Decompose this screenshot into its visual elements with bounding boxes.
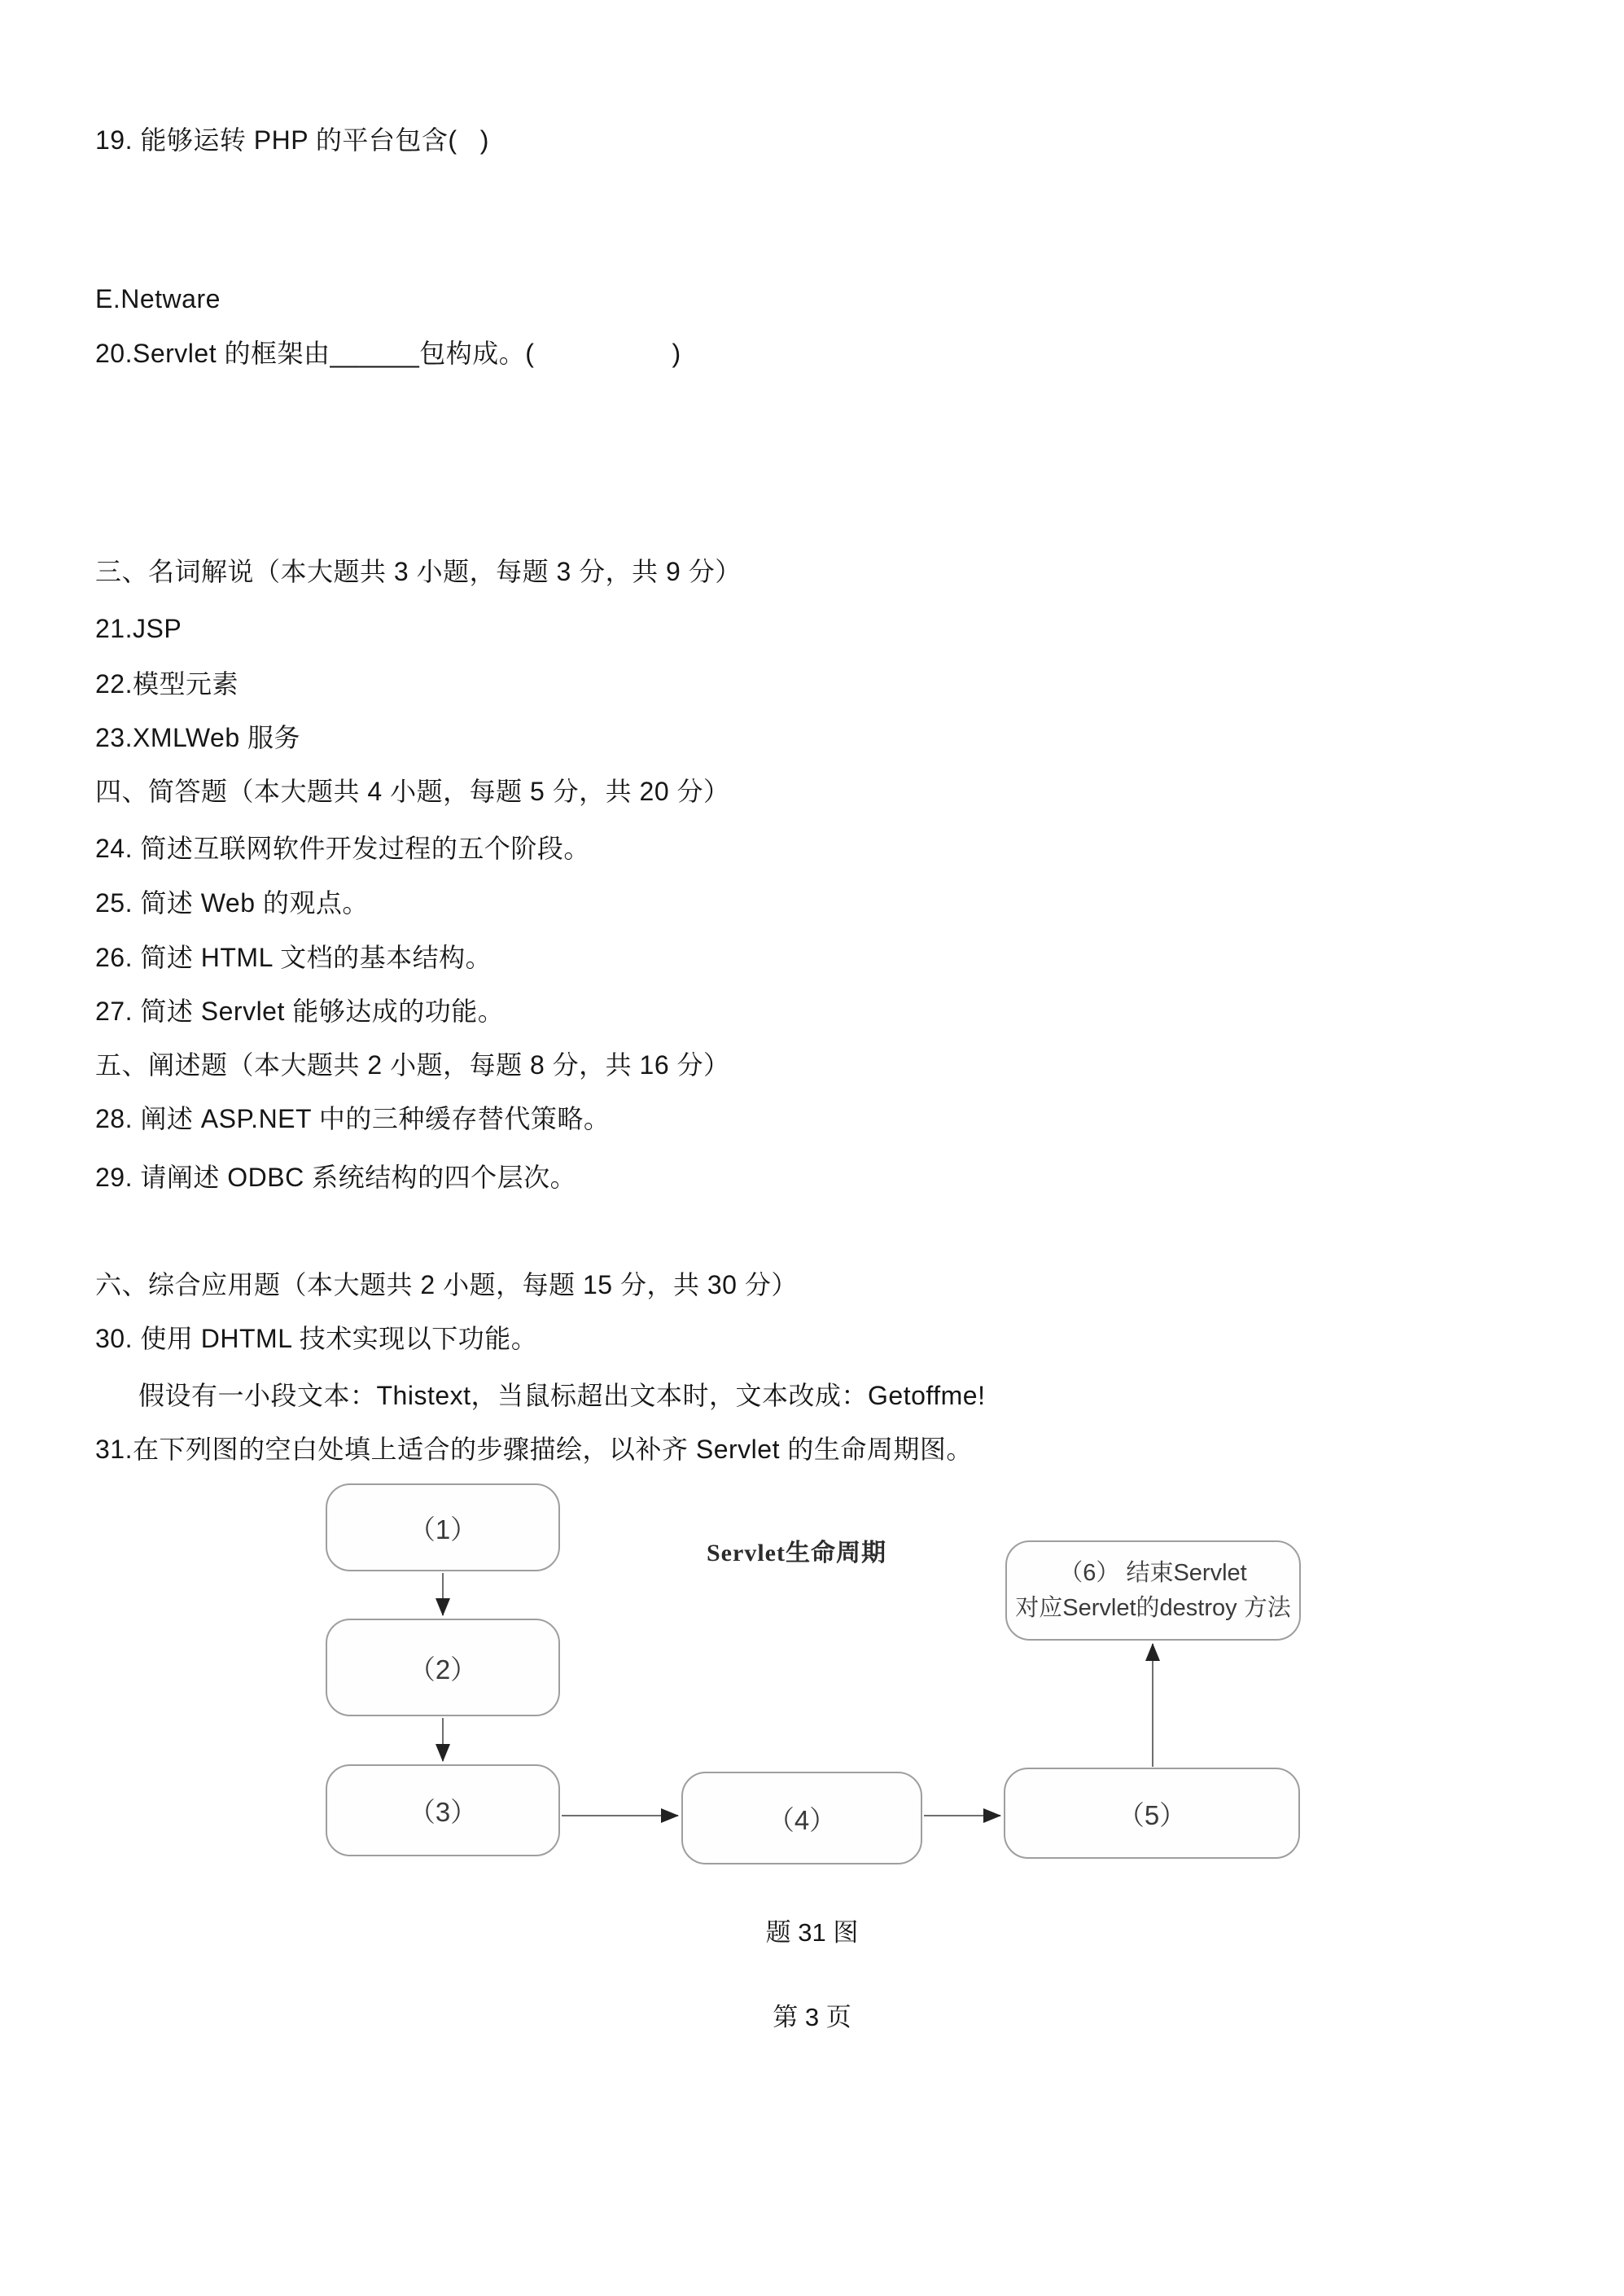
question-26: 26. 简述 HTML 文档的基本结构。: [95, 943, 492, 972]
flowchart-title: Servlet生命周期: [707, 1540, 886, 1566]
question-30: 30. 使用 DHTML 技术实现以下功能。: [95, 1324, 538, 1353]
flow-box-2-label: （2）: [408, 1654, 478, 1685]
flow-box-2: [326, 1619, 560, 1716]
option-e-netware: E.Netware: [95, 284, 221, 313]
page-number: 第 3 页: [773, 2003, 851, 2031]
question-23: 23.XMLWeb 服务: [95, 723, 301, 752]
flow-box-3-label: （3）: [408, 1797, 478, 1827]
question-25: 25. 简述 Web 的观点。: [95, 888, 369, 918]
question-21: 21.JSP: [95, 614, 182, 643]
section-heading-5: 五、阐述题（本大题共 2 小题，每题 8 分，共 16 分）: [95, 1050, 730, 1080]
flow-box-6-label-line1: （6） 结束Servlet: [1059, 1559, 1247, 1586]
question-31: 31.在下列图的空白处填上适合的步骤描绘，以补齐 Servlet 的生命周期图。: [95, 1435, 973, 1464]
section-heading-3: 三、名词解说（本大题共 3 小题，每题 3 分，共 9 分）: [95, 557, 742, 586]
question-29: 29. 请阐述 ODBC 系统结构的四个层次。: [95, 1163, 577, 1192]
question-20: 20.Servlet 的框架由______包构成。( ): [95, 339, 681, 368]
flow-box-5-label: （5）: [1117, 1799, 1187, 1830]
section-heading-4: 四、简答题（本大题共 4 小题，每题 5 分，共 20 分）: [95, 777, 730, 806]
flow-box-4-label: （4）: [767, 1804, 837, 1835]
section-heading-6: 六、综合应用题（本大题共 2 小题，每题 15 分，共 30 分）: [95, 1270, 798, 1299]
question-30-detail: 假设有一小段文本：Thistext，当鼠标超出文本时，文本改成：Getoffme!: [138, 1381, 986, 1410]
flow-box-6-label-line2: 对应Servlet的destroy 方法: [1015, 1594, 1291, 1621]
flow-box-5: [1004, 1768, 1300, 1859]
flow-box-3: [326, 1764, 560, 1856]
flow-box-4: [681, 1772, 922, 1864]
question-24: 24. 简述互联网软件开发过程的五个阶段。: [95, 834, 590, 863]
flow-box-1-label: （1）: [408, 1514, 478, 1545]
flow-box-6: [1005, 1540, 1301, 1641]
question-22: 22.模型元素: [95, 669, 239, 699]
question-28: 28. 阐述 ASP.NET 中的三种缓存替代策略。: [95, 1104, 611, 1133]
question-27: 27. 简述 Servlet 能够达成的功能。: [95, 997, 505, 1026]
figure-caption: 题 31 图: [765, 1918, 859, 1947]
flow-box-1: [326, 1483, 560, 1571]
question-19: 19. 能够运转 PHP 的平台包含( ): [95, 125, 489, 155]
